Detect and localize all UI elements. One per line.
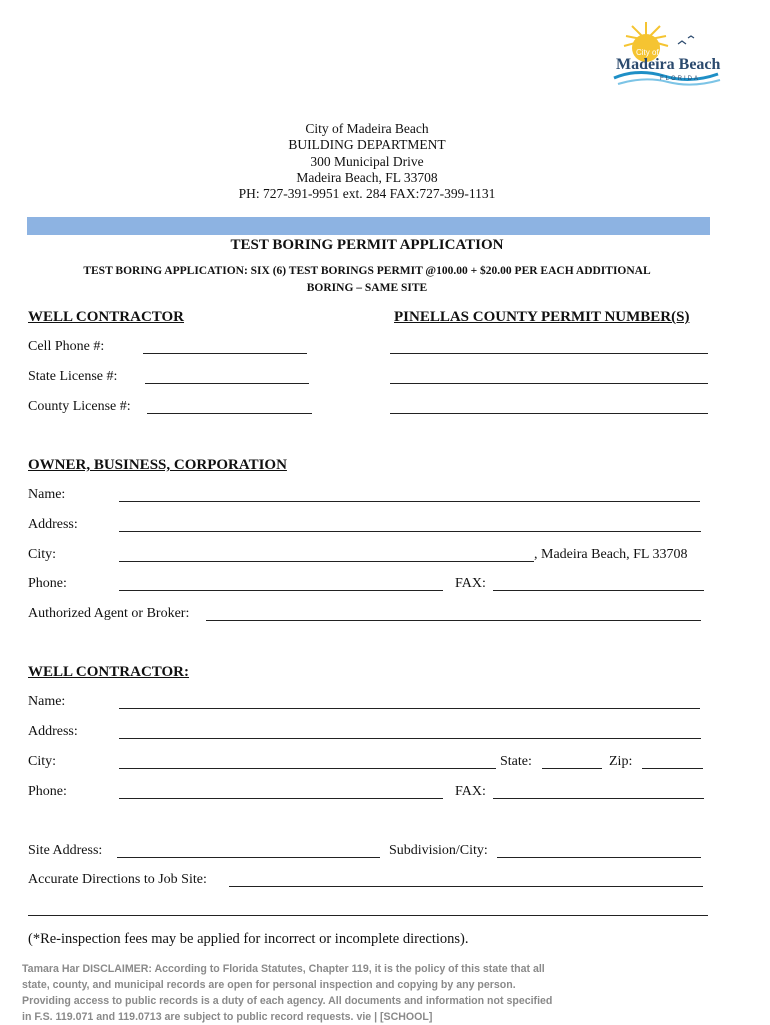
owner-address-label: Address: — [28, 517, 78, 532]
reinspection-note: (*Re-inspection fees may be applied for incorrect or incomplete directions). — [28, 931, 469, 947]
well-contractor-heading: WELL CONTRACTOR — [28, 309, 185, 325]
logo-name: Madeira Beach — [616, 56, 721, 73]
header-line-phone: PH: 727-391-9951 ext. 284 FAX:727-399-1131 — [238, 186, 496, 201]
owner-address-field[interactable] — [119, 531, 701, 532]
owner-fax-field[interactable] — [493, 590, 704, 591]
owner-name-label: Name: — [28, 487, 66, 502]
city-logo — [608, 18, 728, 90]
owner-city-field[interactable] — [119, 561, 534, 562]
state-license-field[interactable] — [145, 383, 309, 384]
county-license-label: County License #: — [28, 399, 131, 414]
header-divider-bar — [27, 217, 710, 235]
county-license-field[interactable] — [147, 413, 312, 414]
subtitle-line1: TEST BORING APPLICATION: SIX (6) TEST BORINGS PERMIT @100.00 + $20.00 PER EACH ADDITIONAL — [83, 265, 651, 277]
subdivision-field[interactable] — [497, 857, 701, 858]
owner-city-label: City: — [28, 547, 57, 562]
contractor-zip-field[interactable] — [642, 768, 703, 769]
permit-number-field-2[interactable] — [390, 383, 708, 384]
contractor-name-field[interactable] — [119, 708, 700, 709]
contractor-state-label: State: — [500, 754, 532, 769]
site-address-label: Site Address: — [28, 843, 103, 858]
owner-city-suffix: , Madeira Beach, FL 33708 — [534, 547, 688, 562]
contractor-address-field[interactable] — [119, 738, 701, 739]
header-line-street: 300 Municipal Drive — [310, 154, 424, 169]
contractor-zip-label: Zip: — [609, 754, 633, 769]
contractor-fax-label: FAX: — [455, 784, 486, 799]
directions-label: Accurate Directions to Job Site: — [28, 872, 207, 887]
owner-fax-label: FAX: — [455, 576, 486, 591]
subdivision-label: Subdivision/City: — [389, 843, 488, 858]
permit-numbers-heading: PINELLAS COUNTY PERMIT NUMBER(S) — [394, 309, 690, 325]
contractor-heading: WELL CONTRACTOR: — [28, 664, 190, 680]
owner-phone-field[interactable] — [119, 590, 443, 591]
contractor-phone-label: Phone: — [28, 784, 67, 799]
logo-city-of: City of — [636, 48, 659, 57]
owner-phone-label: Phone: — [28, 576, 67, 591]
cell-phone-field[interactable] — [143, 353, 307, 354]
disclaimer-text: Tamara Har DISCLAIMER: According to Florida Statutes, Chapter 119, it is the policy of this state that all state, county, and municipal records are open for personal inspection and copying by any person. Providing access to public records is a duty of each agency. All documents and information not specified in F.S. 119.071 and 119.0713 are subject to public record requests. vie | [SCHOOL] — [22, 963, 553, 1023]
form-title: TEST BORING PERMIT APPLICATION — [230, 237, 504, 253]
permit-number-field-3[interactable] — [390, 413, 708, 414]
header-line-city: City of Madeira Beach — [305, 121, 429, 136]
contractor-phone-field[interactable] — [119, 798, 443, 799]
permit-number-field-1[interactable] — [390, 353, 708, 354]
site-address-field[interactable] — [117, 857, 380, 858]
owner-heading: OWNER, BUSINESS, CORPORATION — [28, 457, 287, 473]
cell-phone-label: Cell Phone #: — [28, 339, 105, 354]
contractor-state-field[interactable] — [542, 768, 602, 769]
directions-field-continued[interactable] — [28, 915, 708, 916]
contractor-city-label: City: — [28, 754, 57, 769]
subtitle-line2: BORING – SAME SITE — [306, 282, 428, 294]
contractor-city-field[interactable] — [119, 768, 496, 769]
header-line-department: BUILDING DEPARTMENT — [288, 137, 446, 152]
logo-state: FLORIDA — [660, 76, 701, 82]
contractor-address-label: Address: — [28, 724, 78, 739]
agent-field[interactable] — [206, 620, 701, 621]
state-license-label: State License #: — [28, 369, 118, 384]
contractor-name-label: Name: — [28, 694, 66, 709]
directions-field[interactable] — [229, 886, 703, 887]
header-line-citystate: Madeira Beach, FL 33708 — [296, 170, 438, 185]
contractor-fax-field[interactable] — [493, 798, 704, 799]
owner-name-field[interactable] — [119, 501, 700, 502]
agent-label: Authorized Agent or Broker: — [28, 606, 190, 621]
